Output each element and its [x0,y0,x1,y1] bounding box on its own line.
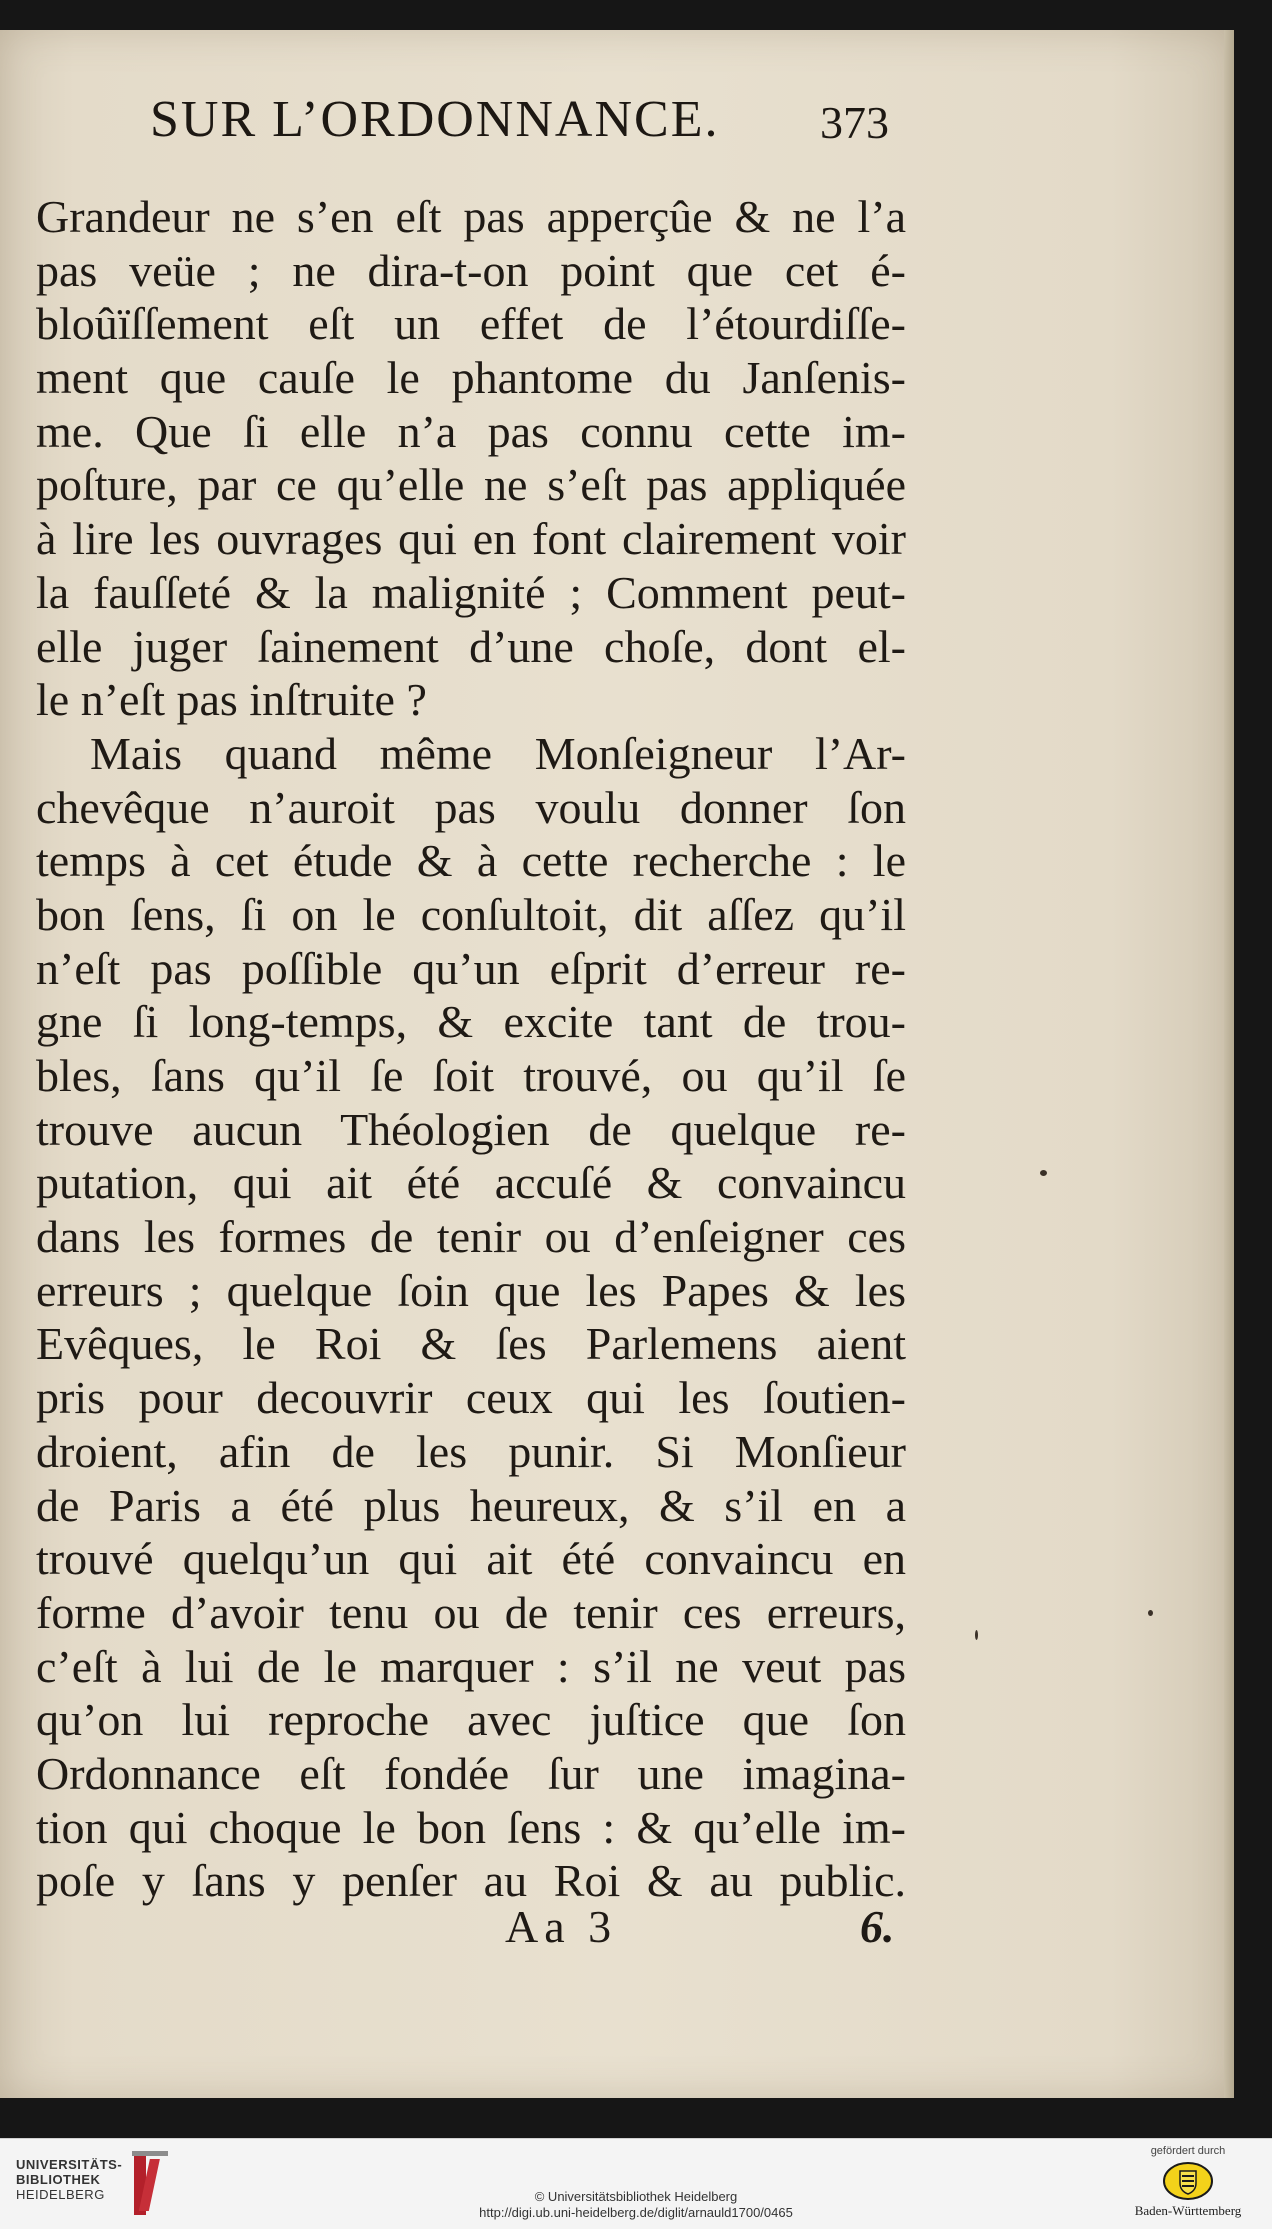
text-line: elle juger ſainement d’une choſe, dont el- [36,620,906,672]
text-line: droient, afin de les punir. Si Monſieur [36,1425,906,1477]
page-footer-signature [0,1900,1234,1960]
text-line: pas veüe ; ne dira-t-on point que cet é- [36,244,906,296]
text-line: trouvé quelqu’un qui ait été convaincu en [36,1533,906,1585]
text-line: Evêques, le Roi & ſes Parlemens aient [36,1318,906,1370]
text-line: temps à cet étude & à cette recherche : le [36,835,906,887]
text-line: qu’on lui reproche avec juſtice que ſon [36,1694,906,1746]
text-line: c’eſt à lui de le marquer : s’il ne veut pas [36,1640,906,1692]
library-name-line2: BIBLIOTHEK [16,2172,101,2187]
page-edge [1224,30,1234,2098]
text-line: trouve aucun Théologien de quelque re- [36,1103,906,1155]
text-line: n’eſt pas poſſible qu’un eſprit d’erreur re- [36,942,906,994]
sponsor-label: gefördert durch [1150,2145,1226,2157]
text-line: de Paris a été plus heureux, & s’il en a [36,1479,906,1531]
running-head-title: SUR L’ORDONNANCE. [150,91,720,148]
copyright-block [0,2189,1272,2221]
text-line: forme d’avoir tenu ou de tenir ces erreurs, [36,1586,906,1638]
library-name-line1: UNIVERSITÄTS- [16,2157,123,2172]
text-line: pris pour decouvrir ceux qui les ſoutien- [36,1372,906,1424]
text-line: gne ſi long-temps, & excite tant de trou- [36,996,906,1048]
sponsor-name: Baden-Württemberg [1134,2203,1242,2218]
signature-mark: Aa 3 [505,1901,618,1952]
text-line: me. Que ſi elle n’a pas connu cette im- [36,405,906,457]
paper-speck [1148,1610,1153,1616]
library-name-line3: HEIDELBERG [16,2187,105,2202]
text-line: erreurs ; quelque ſoin que les Papes & les [36,1264,906,1316]
catchword: 6. [860,1901,895,1952]
text-line: poſe y ſans y penſer au Roi & au public. [36,1855,906,1907]
text-line: putation, qui ait été accuſé & convaincu [36,1157,906,1209]
text-line: bloûïſſement eſt un effet de l’étourdiſſe- [36,298,906,350]
text-line: ment que cauſe le phantome du Janſenis- [36,352,906,404]
text-line: dans les formes de tenir ou d’enſeigner ces [36,1211,906,1263]
sponsor-block[interactable] [1118,2145,1258,2219]
text-line: bon ſens, ſi on le conſultoit, dit aſſez qu’il [36,888,906,940]
paper-speck [1040,1170,1047,1176]
permalink-url[interactable]: http://digi.ub.uni-heidelberg.de/diglit/arnauld1700/0465 [479,2205,793,2220]
page-number: 373 [820,97,889,148]
state-crest-icon [1161,2161,1215,2201]
text-line: le n’eſt pas inſtruite ? [36,674,427,726]
text-line: poſture, par ce qu’elle ne s’eſt pas appliquée [36,459,906,511]
paragraph-start-line: Mais quand même Monſeigneur l’Ar- [90,727,906,779]
viewer-footer [0,2138,1272,2229]
text-line: tion qui choque le bon ſens : & qu’elle im- [36,1801,906,1853]
body-text [36,190,906,1908]
text-line: bles, ſans qu’il ſe ſoit trouvé, ou qu’il ſe [36,1050,906,1101]
paper-speck [975,1630,978,1640]
book-page [0,30,1234,2098]
text-line: la fauſſeté & la malignité ; Comment peut- [36,566,906,618]
copyright-text: © Universitätsbibliothek Heidelberg [534,2189,738,2204]
text-line: Grandeur ne s’en eſt pas apperçûe & ne l’a [36,191,906,242]
text-line: chevêque n’auroit pas voulu donner ſon [36,781,906,833]
running-head [0,90,1234,160]
text-line: à lire les ouvrages qui en font clairement voir [36,513,906,565]
text-line: Ordonnance eſt fondée ſur une imagina- [36,1747,906,1799]
